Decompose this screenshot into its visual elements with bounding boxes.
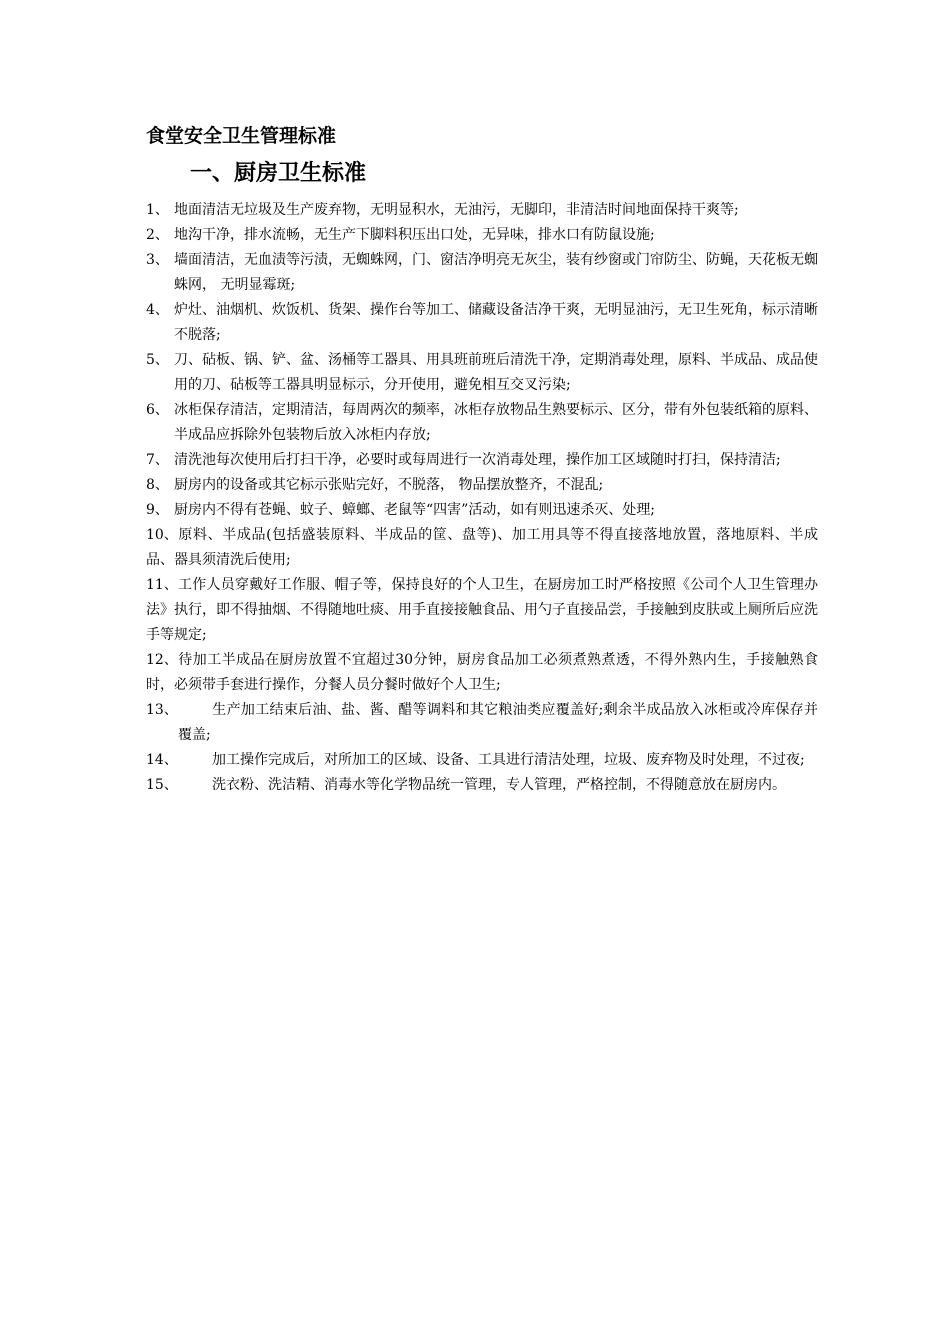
item-number: 15、 (146, 777, 178, 793)
item-number: 13、 (146, 702, 178, 718)
item-text: 厨房内的设备或其它标示张贴完好，不脱落， 物品摆放整齐，不混乱; (174, 477, 604, 493)
item-text: 清洗池每次使用后打扫干净，必要时或每周进行一次消毒处理，操作加工区域随时打扫，保持清洁; (174, 452, 781, 468)
item-number: 11、 (146, 577, 178, 593)
standards-list (146, 198, 818, 798)
item-text: 冰柜保存清洁，定期清洁，每周两次的频率，冰柜存放物品生熟要标示、区分，带有外包装纸箱的原料、半成品应拆除外包装物后放入冰柜内存放; (174, 402, 818, 443)
item-number: 6、 (146, 402, 169, 418)
list-item (146, 773, 818, 798)
item-text: 地面清洁无垃圾及生产废弃物，无明显积水，无油污，无脚印，非清洁时间地面保持干爽等; (174, 202, 739, 218)
list-item (146, 498, 818, 523)
list-item (146, 248, 818, 298)
list-item (146, 573, 818, 648)
item-number: 5、 (146, 352, 169, 368)
item-number: 3、 (146, 252, 169, 268)
list-item (146, 223, 818, 248)
item-text: 生产加工结束后油、盐、酱、醋等调料和其它粮油类应覆盖好;剩余半成品放入冰柜或冷库保存并覆盖; (178, 702, 818, 743)
document-title: 食堂安全卫生管理标准 (146, 125, 337, 147)
item-text: 原料、半成品(包括盛装原料、半成品的筐、盘等)、加工用具等不得直接落地放置，落地原料、半成品、器具须清洗后使用; (146, 527, 818, 568)
item-text: 刀、砧板、锅、铲、盆、汤桶等工器具、用具班前班后清洗干净，定期消毒处理，原料、半成品、成品使用的刀、砧板等工器具明显标示，分开使用，避免相互交叉污染; (174, 352, 818, 393)
item-number: 2、 (146, 227, 169, 243)
item-text: 工作人员穿戴好工作服、帽子等，保持良好的个人卫生，在厨房加工时严格按照《公司个人卫生管理办法》执行，即不得抽烟、不得随地吐痰、用手直接接触食品、用勺子直接品尝，手接触到皮肤或上厕所后应洗手等规定; (146, 577, 818, 643)
item-text: 加工操作完成后，对所加工的区域、设备、工具进行清洁处理，垃圾、废弃物及时处理，不过夜; (212, 752, 805, 768)
list-item (146, 523, 818, 573)
list-item (146, 198, 818, 223)
item-number: 7、 (146, 452, 169, 468)
item-text: 厨房内不得有苍蝇、蚊子、蟑螂、老鼠等“四害”活动，如有则迅速杀灭、处理; (174, 502, 656, 518)
item-text: 地沟干净，排水流畅，无生产下脚料积压出口处，无异味，排水口有防鼠设施; (174, 227, 655, 243)
item-text: 待加工半成品在厨房放置不宜超过30分钟，厨房食品加工必须煮熟煮透，不得外熟内生，手接触熟食时，必须带手套进行操作，分餐人员分餐时做好个人卫生; (146, 652, 818, 693)
item-number: 8、 (146, 477, 169, 493)
item-text: 洗衣粉、洗洁精、消毒水等化学物品统一管理，专人管理，严格控制，不得随意放在厨房内。 (212, 777, 786, 793)
list-item (146, 648, 818, 698)
item-number: 9、 (146, 502, 169, 518)
item-text: 墙面清洁，无血渍等污渍，无蜘蛛网，门、窗洁净明亮无灰尘，装有纱窗或门帘防尘、防蝇，天花板无蜘蛛网， 无明显霉斑; (174, 252, 818, 293)
list-item (146, 448, 818, 473)
item-number: 10、 (146, 527, 178, 543)
list-item (146, 698, 818, 748)
item-text: 炉灶、油烟机、炊饭机、货架、操作台等加工、储藏设备洁净干爽，无明显油污，无卫生死角，标示清晰不脱落; (174, 302, 818, 343)
section-heading: 一、厨房卫生标准 (190, 160, 367, 186)
item-number: 12、 (146, 652, 178, 668)
list-item (146, 398, 818, 448)
item-number: 1、 (146, 202, 169, 218)
item-number: 14、 (146, 752, 178, 768)
list-item (146, 748, 818, 773)
item-number: 4、 (146, 302, 169, 318)
list-item (146, 298, 818, 348)
list-item (146, 348, 818, 398)
list-item (146, 473, 818, 498)
